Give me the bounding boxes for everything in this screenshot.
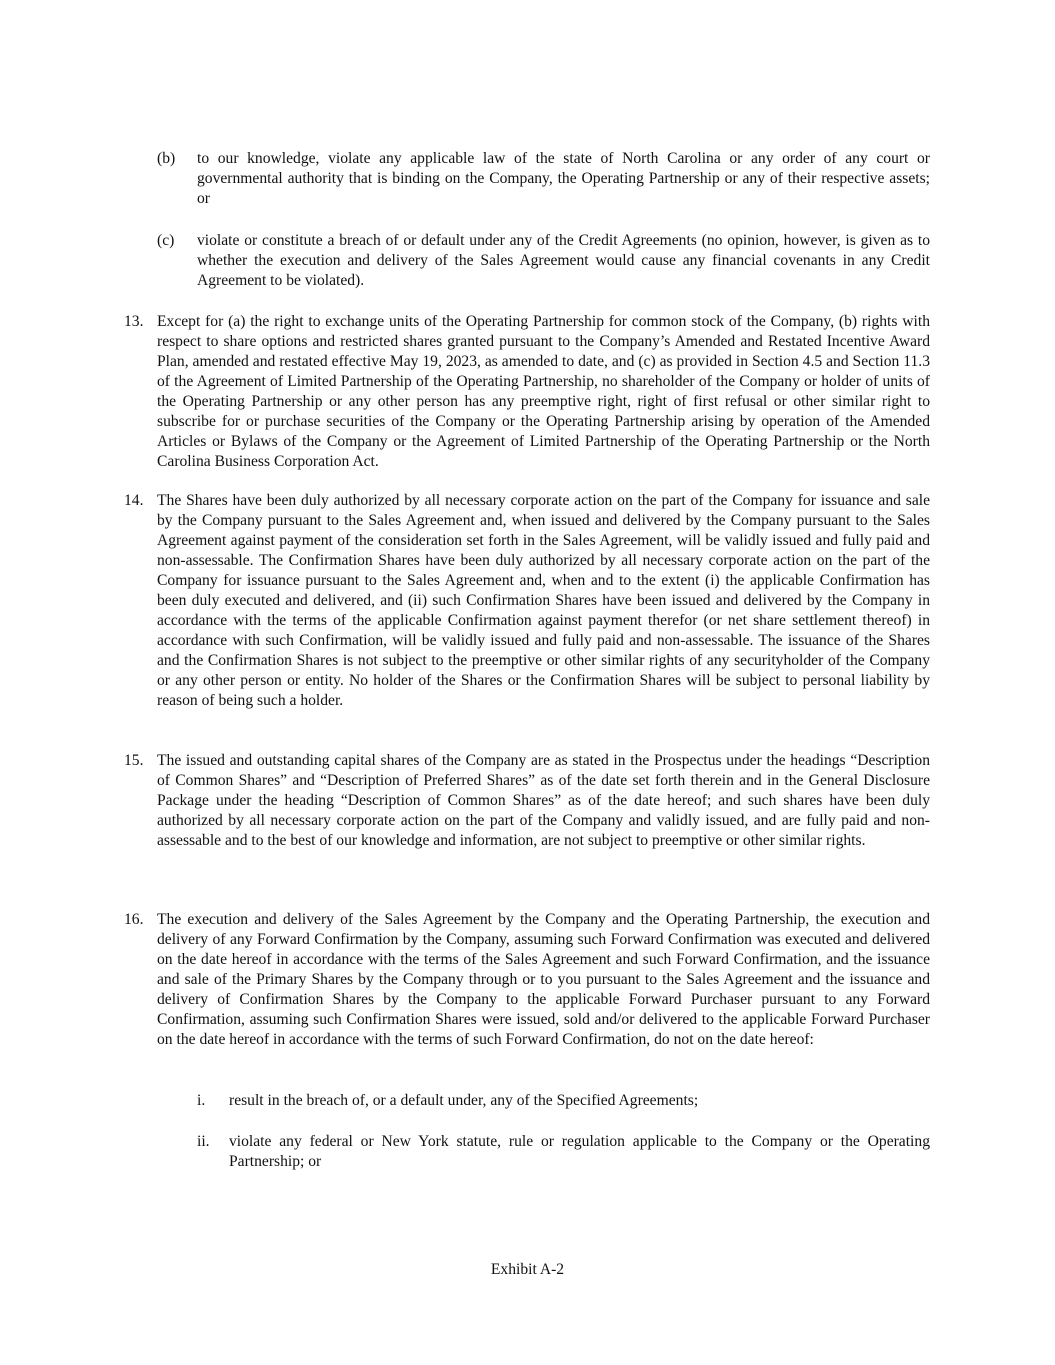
paragraph-number: 16. bbox=[124, 911, 144, 928]
paragraph-text: The execution and delivery of the Sales Agreement by the Company and the Operating Partnership, the execution and delivery of any Forward Confirmation by the Company, assuming such Forward Confirmation was executed and delivered on the date hereof in accordance with the terms of the Sales Agreement and such Forward Confirmation, and the issuance and sale of the Primary Shares by the Company through or to you pursuant to the Sales Agreement and the issuance and delivery of Confirmation Shares by the Company to the applicable Forward Purchaser pursuant to any Forward Confirmation, assuming such Confirmation Shares were issued, sold and/or delivered to the applicable Forward Purchaser on the date hereof in accordance with the terms of such Forward Confirmation, do not on the date hereof: bbox=[157, 911, 930, 1048]
subitem-marker: i. bbox=[197, 1092, 206, 1109]
clause-text: to our knowledge, violate any applicable law of the state of North Carolina or any order of any court or governmental authority that is binding on the Company, the Operating Partnership or any of their respective assets; or bbox=[197, 150, 930, 207]
clause-text: violate or constitute a breach of or default under any of the Credit Agreements (no opinion, however, is given as to whether the execution and delivery of the Sales Agreement would cause any financial covenants in any Credit Agreement to be violated). bbox=[197, 232, 930, 289]
paragraph-number: 15. bbox=[124, 752, 144, 769]
subitem-marker: ii. bbox=[197, 1133, 210, 1150]
paragraph-text: The issued and outstanding capital shares of the Company are as stated in the Prospectus under the headings “Description of Common Shares” and “Description of Preferred Shares” as of the date set forth therein and in the General Disclosure Package under the heading “Description of Common Shares” as of the date hereof; and such shares have been duly authorized by all necessary corporate action on the part of the Company and validly issued, and are fully paid and non-assessable and to the best of our knowledge and information, are not subject to preemptive or other similar rights. bbox=[157, 752, 930, 849]
paragraph-number: 14. bbox=[124, 492, 144, 509]
clause-marker: (c) bbox=[157, 232, 175, 249]
paragraph-text: The Shares have been duly authorized by all necessary corporate action on the part of the Company for issuance and sale by the Company pursuant to the Sales Agreement and, when issued and delivered by the Company pursuant to the Sales Agreement against payment of the consideration set forth in the Sales Agreement, will be validly issued and fully paid and non-assessable. The Confirmation Shares have been duly authorized by all necessary corporate action on the part of the Company for issuance pursuant to the Sales Agreement and, when and to the extent (i) the applicable Confirmation has been duly executed and delivered, and (ii) such Confirmation Shares have been issued and delivered by the Company in accordance with the terms of the applicable Confirmation against payment therefor (or net share settlement thereof) in accordance with such Confirmation, will be validly issued and fully paid and non-assessable. The issuance of the Shares and the Confirmation Shares is not subject to the preemptive or other similar rights of any securityholder of the Company or any other person or entity. No holder of the Shares or the Confirmation Shares will be subject to personal liability by reason of being such a holder. bbox=[157, 492, 930, 709]
paragraph-text: Except for (a) the right to exchange units of the Operating Partnership for common stock of the Company, (b) rights with respect to share options and restricted shares granted pursuant to the Company’s Amended and Restated Incentive Award Plan, amended and restated effective May 19, 2023, as amended to date, and (c) as provided in Section 4.5 and Section 11.3 of the Agreement of Limited Partnership of the Operating Partnership, no shareholder of the Company or holder of units of the Operating Partnership or any other person has any preemptive right, right of first refusal or other similar right to subscribe for or purchase securities of the Company or the Operating Partnership arising by operation of the Amended Articles or Bylaws of the Company or the Agreement of Limited Partnership of the Operating Partnership or the North Carolina Business Corporation Act. bbox=[157, 313, 930, 470]
subitem-text: violate any federal or New York statute, rule or regulation applicable to the Company or the Operating Partnership; or bbox=[229, 1133, 930, 1170]
paragraph-number: 13. bbox=[124, 313, 144, 330]
page-footer: Exhibit A-2 bbox=[490, 1261, 565, 1278]
subitem-text: result in the breach of, or a default under, any of the Specified Agreements; bbox=[229, 1092, 699, 1109]
clause-marker: (b) bbox=[157, 150, 176, 167]
